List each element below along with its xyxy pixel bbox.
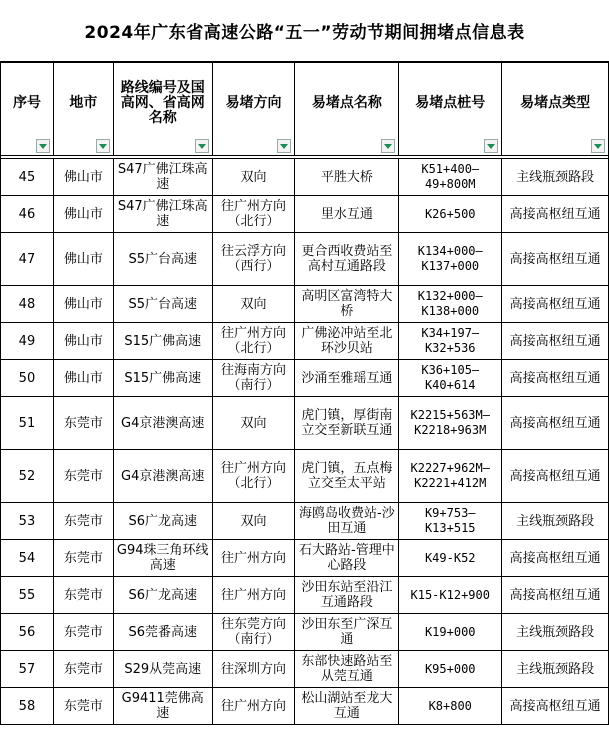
cell-location[interactable]: 虎门镇，厚街南立交至新联互通: [295, 397, 399, 450]
cell-direction[interactable]: 往深圳方向: [212, 651, 295, 688]
filter-dropdown-icon[interactable]: [381, 139, 395, 153]
cell-location[interactable]: 沙田东至广深互通: [295, 614, 399, 651]
cell-stake[interactable]: K2227+962M—K2221+412M: [399, 450, 502, 503]
cell-type[interactable]: 高接高枢纽互通: [502, 450, 609, 503]
cell-route[interactable]: G4京港澳高速: [113, 450, 212, 503]
cell-stake[interactable]: K2215+563M—K2218+963M: [399, 397, 502, 450]
cell-city[interactable]: 东莞市: [53, 614, 113, 651]
table-row: [1, 577, 609, 614]
cell-city[interactable]: 东莞市: [53, 397, 113, 450]
cell-city[interactable]: 佛山市: [53, 360, 113, 397]
cell-seq[interactable]: 58: [1, 688, 54, 725]
cell-seq[interactable]: 45: [1, 159, 54, 196]
cell-location[interactable]: 沙田东站至沿江互通路段: [295, 577, 399, 614]
cell-direction[interactable]: 往东莞方向（南行）: [212, 614, 295, 651]
cell-stake[interactable]: K15-K12+900: [399, 577, 502, 614]
cell-direction[interactable]: 双向: [212, 503, 295, 540]
cell-seq[interactable]: 54: [1, 540, 54, 577]
cell-city[interactable]: 佛山市: [53, 323, 113, 360]
table-row: [1, 286, 609, 323]
header-seq: 序号: [1, 63, 54, 156]
cell-type[interactable]: 高接高枢纽互通: [502, 577, 609, 614]
cell-type[interactable]: 高接高枢纽互通: [502, 323, 609, 360]
cell-stake[interactable]: K51+400—49+800M: [399, 159, 502, 196]
cell-route[interactable]: S6广龙高速: [113, 577, 212, 614]
cell-type[interactable]: 高接高枢纽互通: [502, 286, 609, 323]
cell-stake[interactable]: K95+000: [399, 651, 502, 688]
cell-route[interactable]: S29从莞高速: [113, 651, 212, 688]
cell-route[interactable]: G9411莞佛高速: [113, 688, 212, 725]
table-row: [1, 360, 609, 397]
table-row: [1, 503, 609, 540]
table-row: [1, 540, 609, 577]
cell-location[interactable]: 高明区富湾特大桥: [295, 286, 399, 323]
cell-city[interactable]: 佛山市: [53, 233, 113, 286]
cell-direction[interactable]: 往广州方向: [212, 688, 295, 725]
cell-city[interactable]: 佛山市: [53, 286, 113, 323]
cell-stake[interactable]: K19+000: [399, 614, 502, 651]
cell-type[interactable]: 高接高枢纽互通: [502, 360, 609, 397]
cell-direction[interactable]: 往云浮方向（西行）: [212, 233, 295, 286]
cell-city[interactable]: 东莞市: [53, 450, 113, 503]
cell-stake[interactable]: K36+105—K40+614: [399, 360, 502, 397]
cell-seq[interactable]: 50: [1, 360, 54, 397]
sheet-title: 2024年广东省高速公路“五一”劳动节期间拥堵点信息表: [0, 0, 609, 62]
cell-type[interactable]: 高接高枢纽互通: [502, 688, 609, 725]
cell-location[interactable]: 东部快速路站至从莞互通: [295, 651, 399, 688]
cell-direction[interactable]: 往广州方向（北行）: [212, 323, 295, 360]
cell-stake[interactable]: K34+197—K32+536: [399, 323, 502, 360]
cell-type[interactable]: 高接高枢纽互通: [502, 196, 609, 233]
table-row: [1, 651, 609, 688]
header-direction: 易堵方向: [212, 63, 295, 156]
cell-direction[interactable]: 往广州方向（北行）: [212, 196, 295, 233]
table-row: [1, 196, 609, 233]
cell-location[interactable]: 石大路站-管理中心路段: [295, 540, 399, 577]
cell-location[interactable]: 海鸥岛收费站-沙田互通: [295, 503, 399, 540]
cell-seq[interactable]: 47: [1, 233, 54, 286]
filter-dropdown-icon[interactable]: [591, 139, 605, 153]
filter-dropdown-icon[interactable]: [36, 139, 50, 153]
header-type: 易堵点类型: [502, 63, 609, 156]
header-location: 易堵点名称: [295, 63, 399, 156]
table-row: [1, 688, 609, 725]
cell-location[interactable]: 里水互通: [295, 196, 399, 233]
cell-route[interactable]: G94珠三角环线高速: [113, 540, 212, 577]
cell-stake[interactable]: K9+753—K13+515: [399, 503, 502, 540]
cell-route[interactable]: S6广龙高速: [113, 503, 212, 540]
header-city: 地市: [53, 63, 113, 156]
cell-seq[interactable]: 56: [1, 614, 54, 651]
cell-location[interactable]: 松山湖站至龙大互通: [295, 688, 399, 725]
cell-stake[interactable]: K26+500: [399, 196, 502, 233]
header-stake: 易堵点桩号: [399, 63, 502, 156]
cell-route[interactable]: S6莞番高速: [113, 614, 212, 651]
cell-direction[interactable]: 往海南方向（南行）: [212, 360, 295, 397]
table-row: [1, 323, 609, 360]
cell-location[interactable]: 平胜大桥: [295, 159, 399, 196]
cell-direction[interactable]: 双向: [212, 286, 295, 323]
cell-direction[interactable]: 往广州方向: [212, 540, 295, 577]
cell-city[interactable]: 东莞市: [53, 651, 113, 688]
cell-location[interactable]: 虎门镇，五点梅立交至太平站: [295, 450, 399, 503]
cell-seq[interactable]: 53: [1, 503, 54, 540]
cell-type[interactable]: 高接高枢纽互通: [502, 540, 609, 577]
table-row: [1, 614, 609, 651]
cell-location[interactable]: 更合西收费站至高村互通路段: [295, 233, 399, 286]
cell-direction[interactable]: 双向: [212, 397, 295, 450]
cell-city[interactable]: 东莞市: [53, 577, 113, 614]
cell-route[interactable]: S15广佛高速: [113, 360, 212, 397]
cell-seq[interactable]: 57: [1, 651, 54, 688]
cell-seq[interactable]: 48: [1, 286, 54, 323]
cell-location[interactable]: 沙涌至雅瑶互通: [295, 360, 399, 397]
cell-route[interactable]: S5广台高速: [113, 286, 212, 323]
cell-stake[interactable]: K8+800: [399, 688, 502, 725]
table-row: [1, 397, 609, 450]
table-row: [1, 450, 609, 503]
cell-seq[interactable]: 49: [1, 323, 54, 360]
cell-city[interactable]: 东莞市: [53, 503, 113, 540]
cell-route[interactable]: S47广佛江珠高速: [113, 196, 212, 233]
cell-location[interactable]: 广佛泌冲站至北环沙贝站: [295, 323, 399, 360]
cell-route[interactable]: G4京港澳高速: [113, 397, 212, 450]
table-row: [1, 159, 609, 196]
cell-stake[interactable]: K132+000—K138+000: [399, 286, 502, 323]
cell-route[interactable]: S5广台高速: [113, 233, 212, 286]
cell-city[interactable]: 东莞市: [53, 540, 113, 577]
cell-route[interactable]: S15广佛高速: [113, 323, 212, 360]
cell-city[interactable]: 东莞市: [53, 688, 113, 725]
cell-seq[interactable]: 52: [1, 450, 54, 503]
filter-dropdown-icon[interactable]: [484, 139, 498, 153]
cell-direction[interactable]: 往广州方向（北行）: [212, 450, 295, 503]
cell-type[interactable]: 主线瓶颈路段: [502, 503, 609, 540]
header-row: [1, 63, 609, 156]
filter-dropdown-icon[interactable]: [96, 139, 110, 153]
cell-stake[interactable]: K134+000—K137+000: [399, 233, 502, 286]
cell-seq[interactable]: 46: [1, 196, 54, 233]
cell-type[interactable]: 主线瓶颈路段: [502, 651, 609, 688]
filter-dropdown-icon[interactable]: [277, 139, 291, 153]
cell-type[interactable]: 主线瓶颈路段: [502, 614, 609, 651]
cell-city[interactable]: 佛山市: [53, 159, 113, 196]
cell-direction[interactable]: 往广州方向: [212, 577, 295, 614]
info-table: [0, 62, 609, 725]
cell-stake[interactable]: K49-K52: [399, 540, 502, 577]
cell-seq[interactable]: 51: [1, 397, 54, 450]
cell-route[interactable]: S47广佛江珠高速: [113, 159, 212, 196]
cell-type[interactable]: 高接高枢纽互通: [502, 397, 609, 450]
cell-direction[interactable]: 双向: [212, 159, 295, 196]
cell-type[interactable]: 高接高枢纽互通: [502, 233, 609, 286]
header-route: 路线编号及国高网、省高网名称: [113, 63, 212, 156]
cell-seq[interactable]: 55: [1, 577, 54, 614]
table-row: [1, 233, 609, 286]
cell-type[interactable]: 主线瓶颈路段: [502, 159, 609, 196]
filter-dropdown-icon[interactable]: [195, 139, 209, 153]
cell-city[interactable]: 佛山市: [53, 196, 113, 233]
